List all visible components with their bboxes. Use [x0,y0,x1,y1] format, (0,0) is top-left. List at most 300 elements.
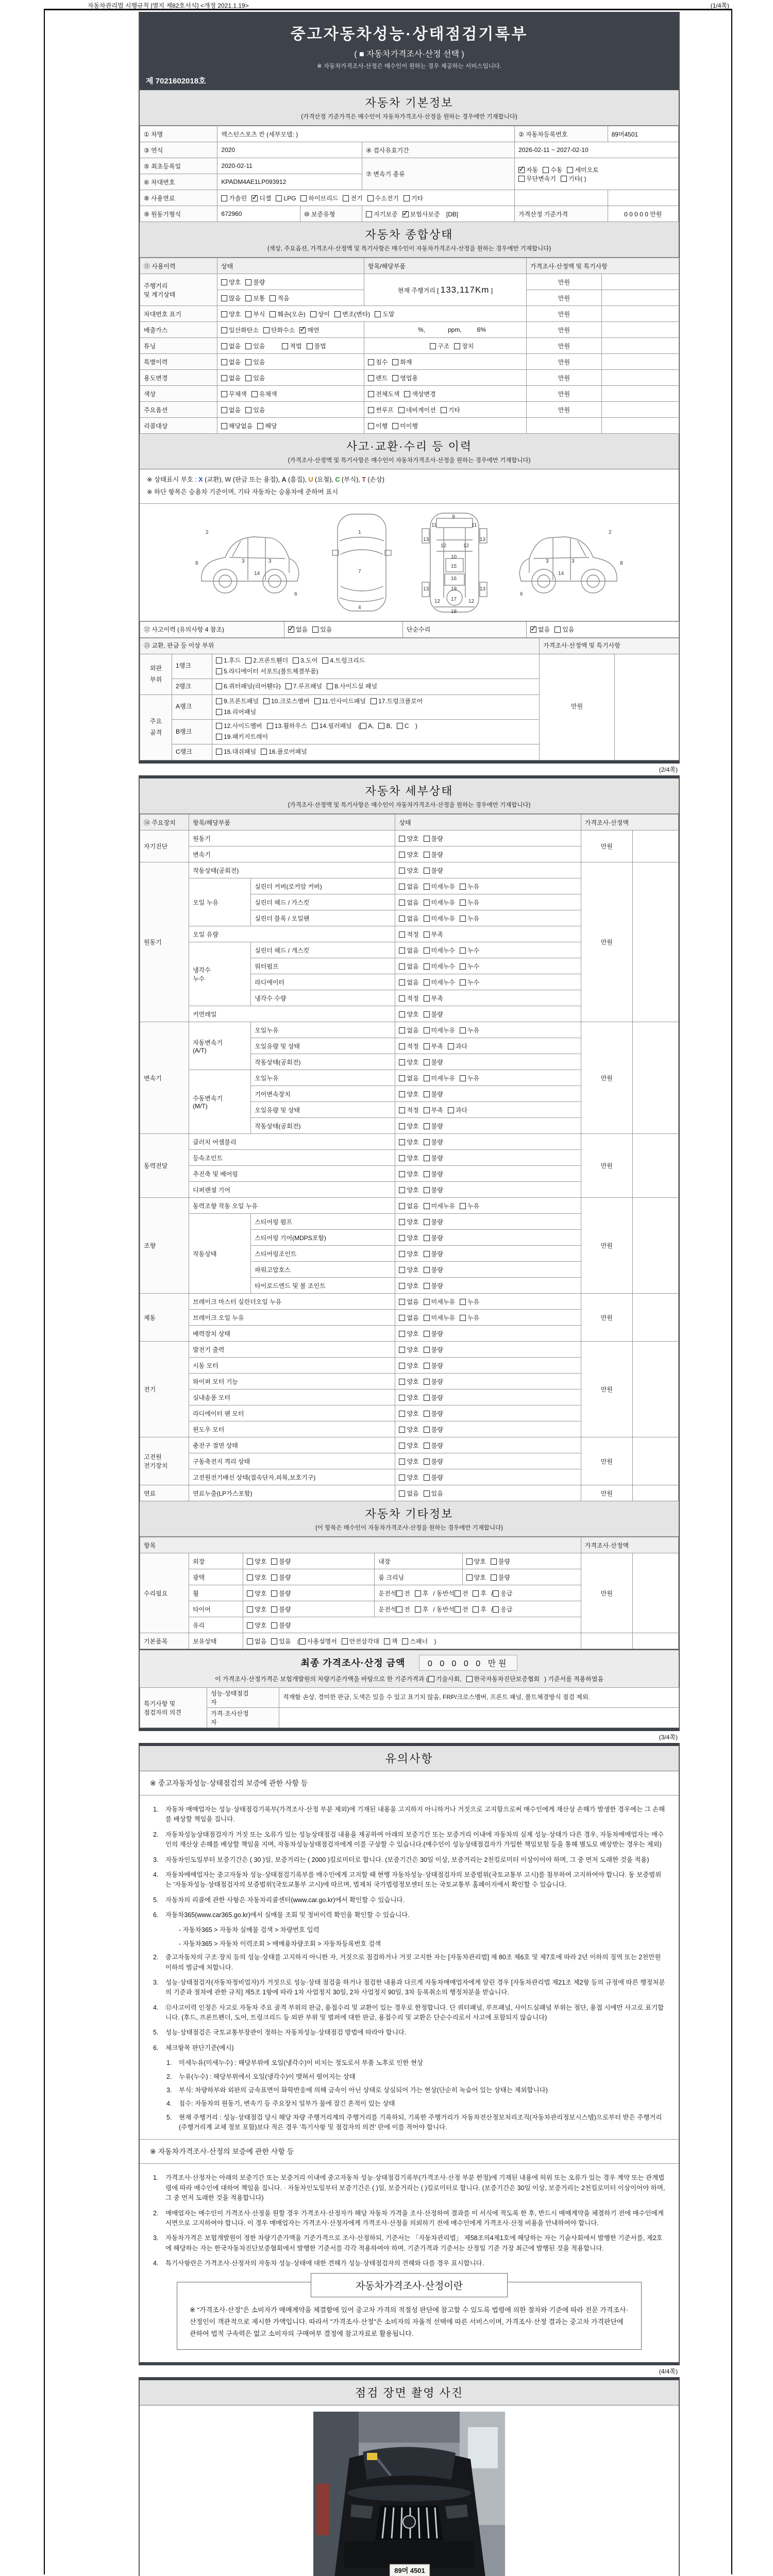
checkbox-불량[interactable] [424,1409,443,1418]
checkbox-불량[interactable] [424,1457,443,1466]
checkbox-icon[interactable] [455,1590,461,1597]
checkbox-적정[interactable] [399,1042,418,1050]
checkbox-icon[interactable] [424,1043,430,1049]
checkbox-icon[interactable] [424,1027,430,1033]
checkbox-icon[interactable] [448,1043,454,1049]
checkbox-icon[interactable] [245,657,251,664]
checkbox-2.프론트휀더[interactable] [245,655,288,667]
checkbox-후[interactable] [473,1589,486,1598]
checkbox-불량[interactable] [424,1233,443,1242]
checkbox-양호[interactable] [399,1441,418,1450]
checkbox-checked-icon[interactable] [251,195,258,201]
checkbox-icon[interactable] [466,1676,473,1682]
checkbox-icon[interactable] [424,1059,430,1065]
checkbox-불량[interactable] [271,1605,291,1614]
checkbox-양호[interactable] [399,1457,418,1466]
checkbox-icon[interactable] [271,1558,277,1565]
checkbox-가솔린[interactable] [221,194,247,202]
checkbox-icon[interactable] [399,1107,405,1113]
checkbox-양호[interactable] [399,1170,418,1178]
checkbox-이행[interactable] [368,421,388,430]
checkbox-icon[interactable] [399,1187,405,1193]
checkbox-미세누수[interactable] [424,946,455,955]
checkbox-icon[interactable] [399,1219,405,1225]
checkbox-icon[interactable] [263,327,270,333]
checkbox-icon[interactable] [399,947,405,954]
checkbox-icon[interactable] [399,1059,405,1065]
checkbox-많음[interactable] [221,294,241,302]
checkbox-icon[interactable] [473,1590,479,1597]
checkbox-icon[interactable] [245,295,251,301]
checkbox-8.사이드실 패널[interactable] [327,681,377,692]
checkbox-icon[interactable] [245,343,251,349]
checkbox-양호[interactable] [247,1621,266,1630]
checkbox-icon[interactable] [460,900,466,906]
checkbox-있음[interactable] [245,342,265,350]
checkbox-양호[interactable] [399,1409,418,1418]
checkbox-없음[interactable] [399,962,418,971]
checkbox-불량[interactable] [424,1265,443,1274]
checkbox-icon[interactable] [424,1235,430,1241]
checkbox-도말[interactable] [375,310,394,318]
checkbox-icon[interactable] [327,683,333,689]
checkbox-6.쿼터패널(리어휀다)[interactable] [216,681,281,692]
checkbox-icon[interactable] [460,1203,466,1209]
checkbox-LPG[interactable] [276,195,296,202]
checkbox-누유[interactable] [460,1313,479,1322]
checkbox-불량[interactable] [424,1185,443,1194]
checkbox-icon[interactable] [368,423,374,429]
checkbox-icon[interactable] [216,657,222,664]
checkbox-11.인사이드패널[interactable] [314,696,366,707]
checkbox-icon[interactable] [271,1606,277,1613]
checkbox-불량[interactable] [424,1090,443,1098]
checkbox-icon[interactable] [399,900,405,906]
checkbox-누유[interactable] [460,898,479,907]
checkbox-없음[interactable] [399,882,418,891]
checkbox-icon[interactable] [399,1251,405,1257]
checkbox-불량[interactable] [424,1010,443,1019]
checkbox-불량[interactable] [424,834,443,843]
checkbox-icon[interactable] [399,979,405,986]
checkbox-icon[interactable] [299,1638,306,1645]
checkbox-자동[interactable] [518,165,538,174]
checkbox-icon[interactable] [378,723,384,729]
checkbox-checked-icon[interactable] [518,167,525,173]
checkbox-icon[interactable] [399,1043,405,1049]
checkbox-icon[interactable] [247,1558,253,1565]
checkbox-icon[interactable] [460,963,466,970]
checkbox-기술사회,[interactable] [428,1674,462,1683]
checkbox-불량[interactable] [424,1154,443,1162]
checkbox-응급[interactable] [493,1605,512,1614]
checkbox-icon[interactable] [396,1590,402,1597]
checkbox-C[interactable] [397,721,409,732]
checkbox-있음[interactable] [271,1637,291,1646]
checkbox-후[interactable] [415,1605,429,1614]
checkbox-icon[interactable] [424,1427,430,1433]
checkbox-icon[interactable] [399,1395,405,1401]
checkbox-icon[interactable] [271,1638,277,1645]
checkbox-양호[interactable] [399,1265,418,1274]
checkbox-불량[interactable] [424,1425,443,1434]
checkbox-icon[interactable] [399,1315,405,1321]
checkbox-자기보증[interactable] [366,210,397,218]
checkbox-19.패키지트레이[interactable] [216,732,268,743]
checkbox-누유[interactable] [460,882,479,891]
checkbox-icon[interactable] [399,1379,405,1385]
checkbox-icon[interactable] [567,167,573,173]
checkbox-불량[interactable] [245,278,265,286]
checkbox-icon[interactable] [424,1091,430,1097]
checkbox-icon[interactable] [397,723,403,729]
checkbox-icon[interactable] [261,749,267,755]
checkbox-누수[interactable] [460,978,479,987]
checkbox-적정[interactable] [399,930,418,939]
checkbox-icon[interactable] [247,1638,253,1645]
checkbox-icon[interactable] [399,1347,405,1353]
checkbox-icon[interactable] [367,195,374,201]
checkbox-양호[interactable] [399,1217,418,1226]
checkbox-icon[interactable] [399,1235,405,1241]
checkbox-불량[interactable] [271,1589,291,1598]
checkbox-없음[interactable] [399,914,418,923]
checkbox-해당[interactable] [257,421,277,430]
checkbox-icon[interactable] [518,176,525,182]
checkbox-부식[interactable] [245,310,265,318]
checkbox-icon[interactable] [399,1443,405,1449]
checkbox-icon[interactable] [424,900,430,906]
checkbox-icon[interactable] [221,327,227,333]
checkbox-양호[interactable] [399,1122,418,1130]
checkbox-icon[interactable] [424,852,430,858]
checkbox-장치[interactable] [454,342,474,350]
checkbox-icon[interactable] [424,995,430,1002]
checkbox-15.대쉬패널[interactable] [216,747,256,758]
checkbox-양호[interactable] [399,1425,418,1434]
checkbox-icon[interactable] [424,1347,430,1353]
checkbox-양호[interactable] [399,1185,418,1194]
checkbox-양호[interactable] [399,1377,418,1386]
checkbox-불량[interactable] [424,1122,443,1130]
checkbox-화재[interactable] [392,358,412,366]
checkbox-icon[interactable] [460,1299,466,1305]
checkbox-전기[interactable] [343,194,362,202]
checkbox-불량[interactable] [424,1361,443,1370]
checkbox-icon[interactable] [399,1427,405,1433]
checkbox-적정[interactable] [399,994,418,1003]
checkbox-icon[interactable] [460,1027,466,1033]
checkbox-A,[interactable] [360,721,374,732]
checkbox-불량[interactable] [424,1249,443,1258]
checkbox-icon[interactable] [399,1267,405,1273]
checkbox-불량[interactable] [424,1281,443,1290]
checkbox-icon[interactable] [561,176,567,182]
checkbox-없음[interactable] [399,898,418,907]
checkbox-checked-icon[interactable] [402,211,409,217]
checkbox-훼손(오손)[interactable] [270,310,305,318]
checkbox-양호[interactable] [247,1605,266,1614]
checkbox-양호[interactable] [399,1249,418,1258]
checkbox-icon[interactable] [466,1574,473,1581]
checkbox-icon[interactable] [424,1331,430,1337]
checkbox-icon[interactable] [466,1558,473,1565]
checkbox-1.후드[interactable] [216,655,241,667]
checkbox-양호[interactable] [466,1557,486,1566]
checkbox-10.크로스멤버[interactable] [263,696,310,707]
checkbox-icon[interactable] [493,1590,499,1597]
checkbox-icon[interactable] [399,852,405,858]
checkbox-icon[interactable] [392,375,398,381]
checkbox-icon[interactable] [399,1011,405,1018]
checkbox-양호[interactable] [247,1557,266,1566]
checkbox-icon[interactable] [424,1283,430,1289]
checkbox-미세누유[interactable] [424,1201,455,1210]
checkbox-icon[interactable] [271,1574,277,1581]
checkbox-icon[interactable] [424,868,430,874]
checkbox-한국자동차진단보증협회[interactable] [466,1674,540,1683]
checkbox-icon[interactable] [371,698,377,704]
checkbox-icon[interactable] [270,295,276,301]
checkbox-누유[interactable] [460,1026,479,1035]
checkbox-네비게이션[interactable] [398,405,436,414]
checkbox-icon[interactable] [221,343,227,349]
checkbox-미세누유[interactable] [424,1026,455,1035]
checkbox-icon[interactable] [399,836,405,842]
checkbox-미세누유[interactable] [424,1297,455,1306]
checkbox-양호[interactable] [399,1090,418,1098]
checkbox-icon[interactable] [399,1091,405,1097]
checkbox-적정[interactable] [399,1106,418,1114]
checkbox-icon[interactable] [314,698,321,704]
checkbox-icon[interactable] [245,375,251,381]
checkbox-icon[interactable] [493,1606,499,1613]
checkbox-18.리어패널[interactable] [216,707,256,718]
checkbox-icon[interactable] [270,311,276,317]
checkbox-icon[interactable] [543,167,549,173]
checkbox-불량[interactable] [271,1557,291,1566]
checkbox-없음[interactable] [530,625,550,634]
checkbox-부족[interactable] [424,1042,443,1050]
checkbox-icon[interactable] [402,1638,408,1645]
checkbox-icon[interactable] [424,1011,430,1018]
checkbox-icon[interactable] [424,1459,430,1465]
checkbox-icon[interactable] [221,391,227,397]
checkbox-icon[interactable] [245,359,251,365]
checkbox-icon[interactable] [247,1606,253,1613]
checkbox-16.플로어패널[interactable] [261,747,307,758]
checkbox-icon[interactable] [424,1219,430,1225]
checkbox-불량[interactable] [424,1393,443,1402]
checkbox-icon[interactable] [424,1203,430,1209]
checkbox-색상변경[interactable] [404,389,435,398]
checkbox-icon[interactable] [424,1139,430,1145]
checkbox-불량[interactable] [424,1170,443,1178]
checkbox-icon[interactable] [424,836,430,842]
checkbox-icon[interactable] [424,1075,430,1081]
checkbox-없음[interactable] [288,625,308,634]
checkbox-icon[interactable] [334,311,341,317]
checkbox-디젤[interactable] [251,194,271,202]
checkbox-없음[interactable] [399,1201,418,1210]
checkbox-icon[interactable] [415,1590,421,1597]
checkbox-수소전기[interactable] [367,194,399,202]
checkbox-icon[interactable] [368,375,374,381]
checkbox-icon[interactable] [247,1590,253,1597]
checkbox-없음[interactable] [399,1074,418,1082]
checkbox-누유[interactable] [460,914,479,923]
checkbox-불량[interactable] [491,1573,510,1582]
checkbox-양호[interactable] [221,310,241,318]
checkbox-icon[interactable] [276,195,282,201]
checkbox-양호[interactable] [399,1473,418,1482]
checkbox-icon[interactable] [424,931,430,938]
checkbox-icon[interactable] [424,1187,430,1193]
checkbox-icon[interactable] [396,1606,402,1613]
checkbox-icon[interactable] [399,884,405,890]
checkbox-보험사보증[interactable] [402,210,440,218]
checkbox-미세누유[interactable] [424,898,455,907]
checkbox-icon[interactable] [368,391,374,397]
checkbox-변조(변타)[interactable] [334,310,370,318]
checkbox-icon[interactable] [399,1475,405,1481]
checkbox-17.트렁크플로어[interactable] [371,696,423,707]
checkbox-icon[interactable] [424,1299,430,1305]
checkbox-icon[interactable] [293,657,299,664]
checkbox-사용설명서[interactable] [299,1637,337,1646]
checkbox-icon[interactable] [399,995,405,1002]
checkbox-icon[interactable] [491,1558,497,1565]
checkbox-icon[interactable] [424,1490,430,1497]
checkbox-있음[interactable] [245,405,265,414]
checkbox-icon[interactable] [368,407,374,413]
checkbox-icon[interactable] [312,723,318,729]
checkbox-무단변속기[interactable] [518,174,556,183]
checkbox-양호[interactable] [399,1233,418,1242]
checkbox-부족[interactable] [424,930,443,939]
checkbox-icon[interactable] [455,1606,461,1613]
checkbox-icon[interactable] [216,683,222,689]
checkbox-icon[interactable] [245,407,251,413]
checkbox-과다[interactable] [448,1106,467,1114]
checkbox-무채색[interactable] [221,389,247,398]
checkbox-기타[interactable] [441,405,460,414]
checkbox-checked-icon[interactable] [299,327,306,333]
checkbox-icon[interactable] [343,195,349,201]
checkbox-icon[interactable] [399,1411,405,1417]
checkbox-icon[interactable] [221,359,227,365]
checkbox-icon[interactable] [384,1638,390,1645]
checkbox-있음[interactable] [424,1489,443,1498]
checkbox-불량[interactable] [424,850,443,859]
checkbox-icon[interactable] [399,1490,405,1497]
checkbox-icon[interactable] [415,1606,421,1613]
checkbox-icon[interactable] [424,979,430,986]
checkbox-누유[interactable] [460,1074,479,1082]
checkbox-icon[interactable] [460,1315,466,1321]
checkbox-icon[interactable] [322,657,328,664]
checkbox-해당없음[interactable] [221,421,253,430]
checkbox-icon[interactable] [424,1267,430,1273]
checkbox-icon[interactable] [399,1203,405,1209]
checkbox-영업용[interactable] [392,374,418,382]
checkbox-수동[interactable] [543,165,562,174]
checkbox-icon[interactable] [424,1155,430,1161]
checkbox-양호[interactable] [399,1010,418,1019]
checkbox-icon[interactable] [307,343,313,349]
checkbox-있음[interactable] [312,625,332,634]
checkbox-양호[interactable] [399,1138,418,1146]
checkbox-전[interactable] [396,1589,410,1598]
checkbox-양호[interactable] [399,834,418,843]
checkbox-icon[interactable] [285,683,292,689]
checkbox-icon[interactable] [460,884,466,890]
checkbox-불량[interactable] [271,1573,291,1582]
checkbox-양호[interactable] [399,1345,418,1354]
checkbox-양호[interactable] [247,1573,266,1582]
checkbox-불량[interactable] [491,1557,510,1566]
checkbox-icon[interactable] [424,1123,430,1129]
checkbox-icon[interactable] [216,668,222,674]
checkbox-9.프론트패널[interactable] [216,696,259,707]
checkbox-누수[interactable] [460,962,479,971]
checkbox-icon[interactable] [441,407,447,413]
checkbox-구조[interactable] [430,342,449,350]
checkbox-누유[interactable] [460,1297,479,1306]
checkbox-icon[interactable] [404,195,410,201]
checkbox-checked-icon[interactable] [530,626,536,633]
checkbox-없음[interactable] [399,1313,418,1322]
checkbox-침수[interactable] [368,358,388,366]
checkbox-icon[interactable] [460,916,466,922]
checkbox-양호[interactable] [399,1281,418,1290]
checkbox-없음[interactable] [399,1489,418,1498]
checkbox-부족[interactable] [424,994,443,1003]
checkbox-icon[interactable] [399,1283,405,1289]
checkbox-없음[interactable] [399,946,418,955]
checkbox-전[interactable] [396,1605,410,1614]
checkbox-양호[interactable] [399,866,418,875]
checkbox-하이브리드[interactable] [300,194,338,202]
checkbox-렌트[interactable] [368,374,388,382]
checkbox-안전삼각대[interactable] [342,1637,379,1646]
checkbox-icon[interactable] [473,1606,479,1613]
checkbox-양호[interactable] [399,850,418,859]
checkbox-icon[interactable] [399,868,405,874]
checkbox-icon[interactable] [424,1107,430,1113]
checkbox-icon[interactable] [221,375,227,381]
checkbox-icon[interactable] [399,1331,405,1337]
checkbox-세미오토[interactable] [567,165,598,174]
checkbox-icon[interactable] [398,407,405,413]
checkbox-icon[interactable] [460,947,466,954]
checkbox-icon[interactable] [263,698,270,704]
checkbox-상이[interactable] [310,310,330,318]
checkbox-기타[interactable] [404,194,423,202]
checkbox-스패너[interactable] [402,1637,428,1646]
checkbox-부족[interactable] [424,1106,443,1114]
checkbox-양호[interactable] [399,1329,418,1338]
checkbox-4.트렁크리드[interactable] [322,655,365,667]
checkbox-icon[interactable] [424,884,430,890]
checkbox-icon[interactable] [424,963,430,970]
checkbox-양호[interactable] [247,1589,266,1598]
checkbox-icon[interactable] [424,1315,430,1321]
checkbox-icon[interactable] [392,359,398,365]
checkbox-일산화탄소[interactable] [221,326,259,334]
checkbox-불량[interactable] [424,1473,443,1482]
checkbox-icon[interactable] [424,916,430,922]
